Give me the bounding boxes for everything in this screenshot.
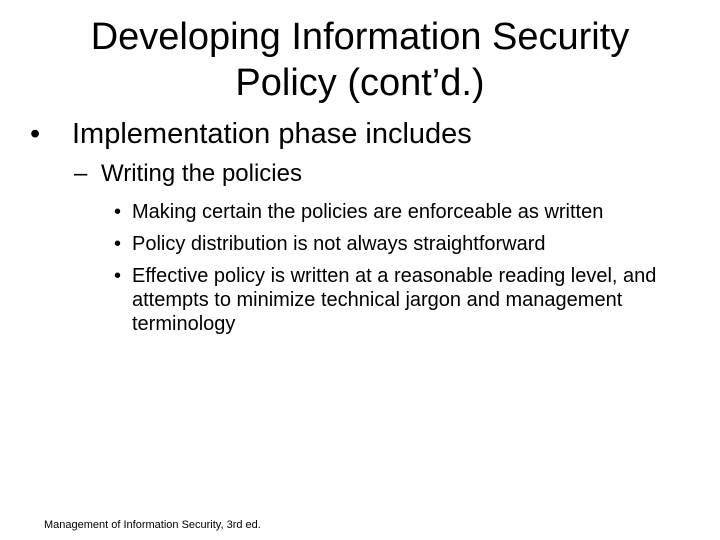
bullet-dot-icon: • bbox=[114, 201, 122, 223]
bullet-dot-icon: • bbox=[114, 265, 122, 287]
sub-bullet-text: Writing the policies bbox=[101, 160, 302, 187]
detail-bullet-reading-level bbox=[114, 264, 694, 336]
dash-icon: – bbox=[74, 160, 88, 187]
bullet-text: Implementation phase includes bbox=[72, 118, 472, 150]
detail-bullet-text: Policy distribution is not always straightforward bbox=[132, 233, 546, 255]
slide-title-line-2: Policy (cont’d.) bbox=[235, 62, 485, 104]
detail-bullet-distribution bbox=[114, 232, 694, 256]
detail-bullet-enforceable bbox=[114, 200, 694, 224]
slide-title-line-1: Developing Information Security bbox=[90, 16, 630, 58]
slide-title bbox=[36, 14, 684, 106]
slide-footer: Management of Information Security, 3rd ed. bbox=[44, 519, 261, 531]
bullet-dot-icon: • bbox=[114, 233, 122, 255]
bullet-dot-icon: • bbox=[30, 118, 41, 150]
detail-bullet-text: Effective policy is written at a reasonable reading level, and attempts to minimize technical jargon and management terminology bbox=[132, 265, 657, 335]
detail-bullet-text: Making certain the policies are enforceable as written bbox=[132, 201, 604, 223]
detail-bullet-list bbox=[114, 200, 694, 344]
